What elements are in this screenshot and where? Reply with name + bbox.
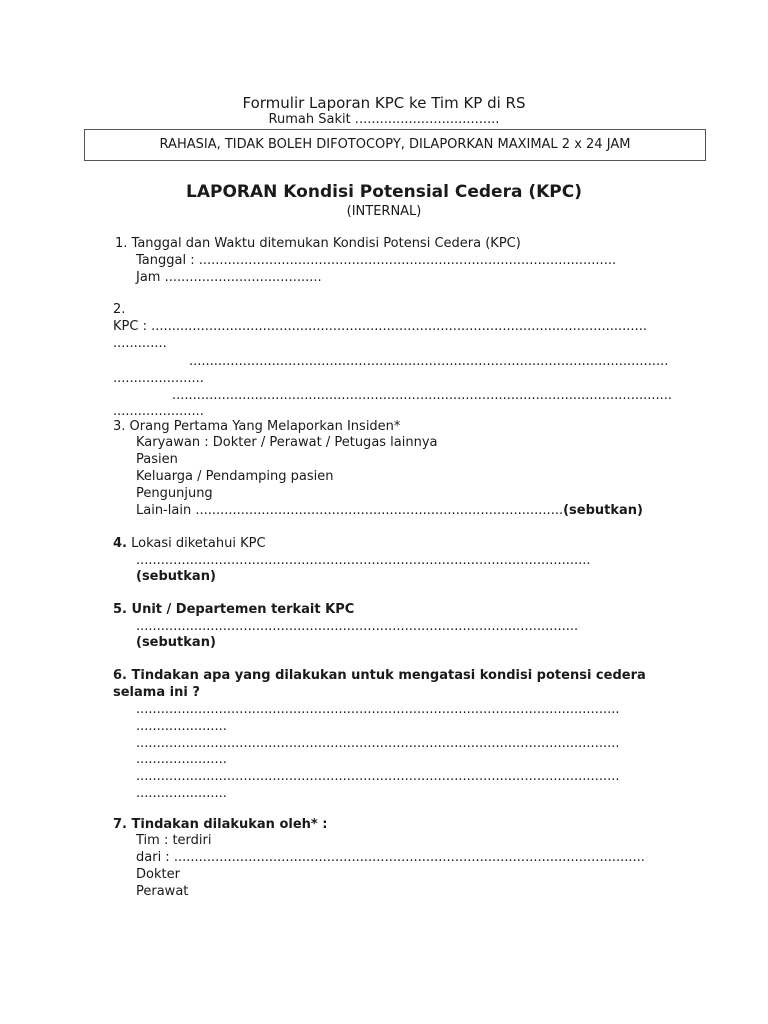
s4-sebutkan: (sebutkan) xyxy=(136,569,216,584)
s3-option-pasien: Pasien xyxy=(136,452,178,467)
s6-heading-line1: 6. Tindakan apa yang dilakukan untuk mengatasi kondisi potensi cedera xyxy=(113,668,646,683)
s2-dots-1: ............. xyxy=(113,336,167,351)
s5-dots: ........................................................................................................... xyxy=(136,619,579,634)
s1-time-field: Jam ...................................... xyxy=(136,270,322,285)
s3-sebutkan: (sebutkan) xyxy=(563,503,643,518)
s7-option-tim-detail: dari : .................................................................................................................. xyxy=(136,850,645,865)
s4-label: Lokasi diketahui KPC xyxy=(126,536,266,551)
s7-option-dokter: Dokter xyxy=(136,867,180,882)
s3-heading: 3. Orang Pertama Yang Melaporkan Insiden* xyxy=(113,419,401,434)
s6-dots-3: ..................................................................................................................... xyxy=(136,736,620,751)
s6-dots-2: ...................... xyxy=(136,719,227,734)
s6-heading-line2: selama ini ? xyxy=(113,685,200,700)
s4-number: 4. xyxy=(113,536,127,551)
s7-option-tim: Tim : terdiri xyxy=(136,833,212,848)
s6-dots-1: ..................................................................................................................... xyxy=(136,702,620,717)
s4-dots: .............................................................................................................. xyxy=(136,553,591,568)
s3-option-karyawan: Karyawan : Dokter / Perawat / Petugas lainnya xyxy=(136,435,438,450)
form-title: Formulir Laporan KPC ke Tim KP di RS xyxy=(242,94,526,112)
s5-sebutkan: (sebutkan) xyxy=(136,635,216,650)
confidential-notice: RAHASIA, TIDAK BOLEH DIFOTOCOPY, DILAPORKAN MAXIMAL 2 x 24 JAM xyxy=(159,137,631,152)
s7-heading: 7. Tindakan dilakukan oleh* : xyxy=(113,817,328,832)
s3-option-lainlain xyxy=(136,503,643,519)
s6-dots-4: ...................... xyxy=(136,752,227,767)
s2-dots-4: ......................................................................................................................... xyxy=(172,388,673,403)
s3-option-pengunjung: Pengunjung xyxy=(136,486,213,501)
s2-kpc-field: KPC : ........................................................................................................................ xyxy=(113,319,647,334)
s2-dots-5: ...................... xyxy=(113,404,204,419)
s1-date-field: Tanggal : ..................................................................................................... xyxy=(136,253,617,268)
s2-dots-3: ...................... xyxy=(113,371,204,386)
s7-option-perawat: Perawat xyxy=(136,884,189,899)
hospital-line: Rumah Sakit ................................... xyxy=(268,112,500,127)
s3-lainlain-label: Lain-lain ......................................................................................... xyxy=(136,503,564,518)
s1-heading: 1. Tanggal dan Waktu ditemukan Kondisi Potensi Cedera (KPC) xyxy=(115,236,521,251)
s2-number: 2. xyxy=(113,302,126,317)
report-title: LAPORAN Kondisi Potensial Cedera (KPC) xyxy=(186,182,582,202)
confidential-notice-box xyxy=(84,129,706,161)
s3-option-keluarga: Keluarga / Pendamping pasien xyxy=(136,469,334,484)
s4-heading xyxy=(113,536,266,552)
report-subtitle: (INTERNAL) xyxy=(346,204,422,219)
s5-heading: 5. Unit / Departemen terkait KPC xyxy=(113,602,355,617)
s6-dots-6: ...................... xyxy=(136,786,227,801)
s2-dots-2: .................................................................................................................... xyxy=(189,354,669,369)
s6-dots-5: ..................................................................................................................... xyxy=(136,769,620,784)
